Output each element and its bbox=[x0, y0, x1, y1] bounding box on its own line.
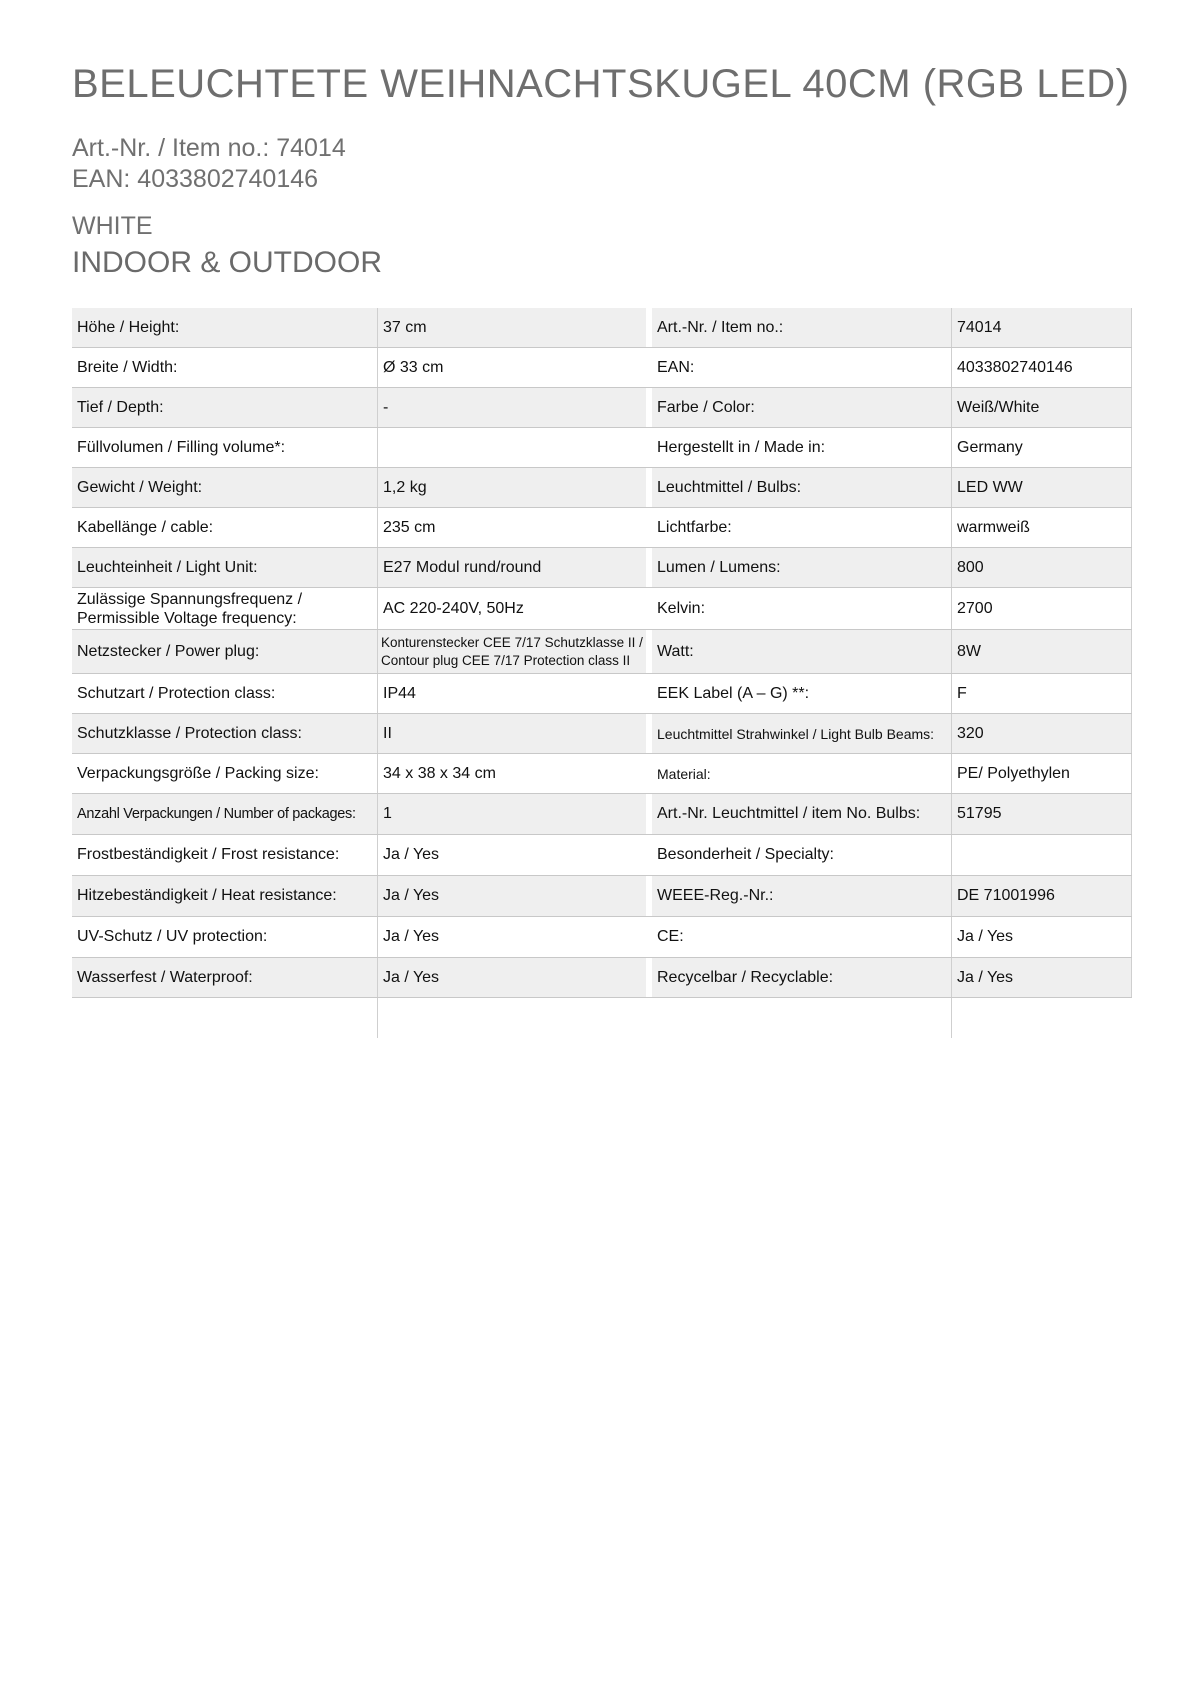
spec-label: Wasserfest / Waterproof: bbox=[72, 958, 378, 997]
spec-row-uv bbox=[72, 917, 1132, 958]
spec-value: LED WW bbox=[952, 468, 1132, 507]
spec-label: Frostbeständigkeit / Frost resistance: bbox=[72, 835, 378, 875]
spec-value: Ja / Yes bbox=[952, 917, 1132, 957]
spec-value: Ja / Yes bbox=[383, 928, 440, 945]
spec-value: F bbox=[952, 674, 1132, 713]
spec-label: Leuchtmittel Strahwinkel / Light Bulb Beams: bbox=[652, 714, 952, 753]
spec-row-waterproof bbox=[72, 958, 1132, 998]
spec-label: Besonderheit / Specialty: bbox=[652, 835, 952, 875]
spec-value bbox=[952, 835, 1132, 875]
item-number-line: Art.-Nr. / Item no.: 74014 bbox=[72, 134, 346, 162]
spec-value: 1 bbox=[378, 794, 646, 834]
spec-label: Netzstecker / Power plug: bbox=[72, 630, 378, 673]
spec-value: DE 71001996 bbox=[952, 876, 1132, 916]
spec-value: Ja / Yes bbox=[378, 876, 646, 916]
spec-label: Verpackungsgröße / Packing size: bbox=[72, 754, 378, 793]
spec-value: - bbox=[378, 388, 646, 427]
product-usage: INDOOR & OUTDOOR bbox=[72, 246, 383, 279]
spec-row-cable bbox=[72, 508, 1132, 548]
spec-label: EEK Label (A – G) **: bbox=[652, 674, 952, 713]
spec-label: Art.-Nr. / Item no.: bbox=[652, 308, 952, 347]
spec-row-filling-volume bbox=[72, 428, 1132, 468]
spec-label: Lichtfarbe: bbox=[652, 508, 952, 547]
spec-label: Anzahl Verpackungen / Number of packages: bbox=[72, 794, 378, 834]
spec-row-weight bbox=[72, 468, 1132, 508]
spec-value: PE/ Polyethylen bbox=[952, 754, 1132, 793]
spec-row-protection-type bbox=[72, 674, 1132, 714]
spec-value: Ja / Yes bbox=[383, 846, 440, 863]
spec-row-packing-size bbox=[72, 754, 1132, 794]
spec-label: Höhe / Height: bbox=[72, 308, 378, 347]
spec-label: Tief / Depth: bbox=[72, 388, 378, 427]
spec-value: II bbox=[378, 714, 646, 753]
spec-label: Breite / Width: bbox=[72, 348, 378, 387]
spec-value: 34 x 38 x 34 cm bbox=[383, 764, 496, 782]
spec-label: Hitzebeständigkeit / Heat resistance: bbox=[72, 876, 378, 916]
spec-row-heat bbox=[72, 876, 1132, 917]
spec-row-power-plug bbox=[72, 630, 1132, 674]
spec-label: Farbe / Color: bbox=[652, 388, 952, 427]
spec-value: 320 bbox=[952, 714, 1132, 753]
spec-value bbox=[378, 428, 646, 467]
spec-label: EAN: bbox=[652, 348, 952, 387]
spec-row-packages bbox=[72, 794, 1132, 835]
spec-value: 1,2 kg bbox=[378, 468, 646, 507]
spec-label: WEEE-Reg.-Nr.: bbox=[652, 876, 952, 916]
spec-value: 8W bbox=[952, 630, 1132, 673]
spec-value: 51795 bbox=[952, 794, 1132, 834]
spec-label: Zulässige Spannungsfrequenz / Permissible Voltage frequency: bbox=[72, 588, 378, 629]
spec-row-width bbox=[72, 348, 1132, 388]
spec-row-frost bbox=[72, 835, 1132, 876]
table-tail bbox=[72, 998, 1132, 1038]
spec-label: UV-Schutz / UV protection: bbox=[72, 917, 378, 957]
column-divider bbox=[377, 998, 378, 1038]
spec-value: E27 Modul rund/round bbox=[378, 548, 646, 587]
spec-label: Watt: bbox=[652, 630, 952, 673]
spec-value: Konturenstecker CEE 7/17 Schutzklasse II / Contour plug CEE 7/17 Protection class II bbox=[378, 630, 646, 673]
spec-value: 74014 bbox=[952, 308, 1132, 347]
spec-value: Ja / Yes bbox=[952, 958, 1132, 997]
spec-value: 4033802740146 bbox=[952, 348, 1132, 387]
spec-table bbox=[72, 308, 1132, 1038]
spec-value: 800 bbox=[952, 548, 1132, 587]
spec-label: Leuchtmittel / Bulbs: bbox=[652, 468, 952, 507]
product-color: WHITE bbox=[72, 212, 153, 240]
spec-label: Gewicht / Weight: bbox=[72, 468, 378, 507]
spec-value: warmweiß bbox=[952, 508, 1132, 547]
page-title: BELEUCHTETE WEIHNACHTSKUGEL 40CM (RGB LED) bbox=[72, 62, 1130, 106]
spec-value: IP44 bbox=[383, 684, 416, 702]
spec-label: Kelvin: bbox=[652, 588, 952, 629]
spec-value: 37 cm bbox=[378, 308, 646, 347]
spec-label: Schutzart / Protection class: bbox=[72, 674, 378, 713]
spec-value: AC 220-240V, 50Hz bbox=[383, 599, 524, 617]
spec-label: Art.-Nr. Leuchtmittel / item No. Bulbs: bbox=[652, 794, 952, 834]
spec-label: Schutzklasse / Protection class: bbox=[72, 714, 378, 753]
spec-label: CE: bbox=[652, 917, 952, 957]
spec-value: Ø 33 cm bbox=[383, 358, 444, 376]
spec-label: Kabellänge / cable: bbox=[72, 508, 378, 547]
spec-row-voltage bbox=[72, 588, 1132, 630]
spec-row-light-unit bbox=[72, 548, 1132, 588]
spec-label: Material: bbox=[652, 754, 952, 793]
spec-row-protection-class bbox=[72, 714, 1132, 754]
spec-value: 2700 bbox=[952, 588, 1132, 629]
spec-value: Germany bbox=[952, 428, 1132, 467]
spec-label: Füllvolumen / Filling volume*: bbox=[72, 428, 378, 467]
spec-label: Hergestellt in / Made in: bbox=[652, 428, 952, 467]
column-divider bbox=[951, 998, 952, 1038]
spec-row-height bbox=[72, 308, 1132, 348]
spec-label: Recycelbar / Recyclable: bbox=[652, 958, 952, 997]
spec-label: Lumen / Lumens: bbox=[652, 548, 952, 587]
spec-label: Leuchteinheit / Light Unit: bbox=[72, 548, 378, 587]
spec-row-depth bbox=[72, 388, 1132, 428]
spec-value: Ja / Yes bbox=[378, 958, 646, 997]
ean-line: EAN: 4033802740146 bbox=[72, 165, 319, 193]
spec-value: 235 cm bbox=[383, 518, 436, 536]
spec-value: Weiß/White bbox=[952, 388, 1132, 427]
